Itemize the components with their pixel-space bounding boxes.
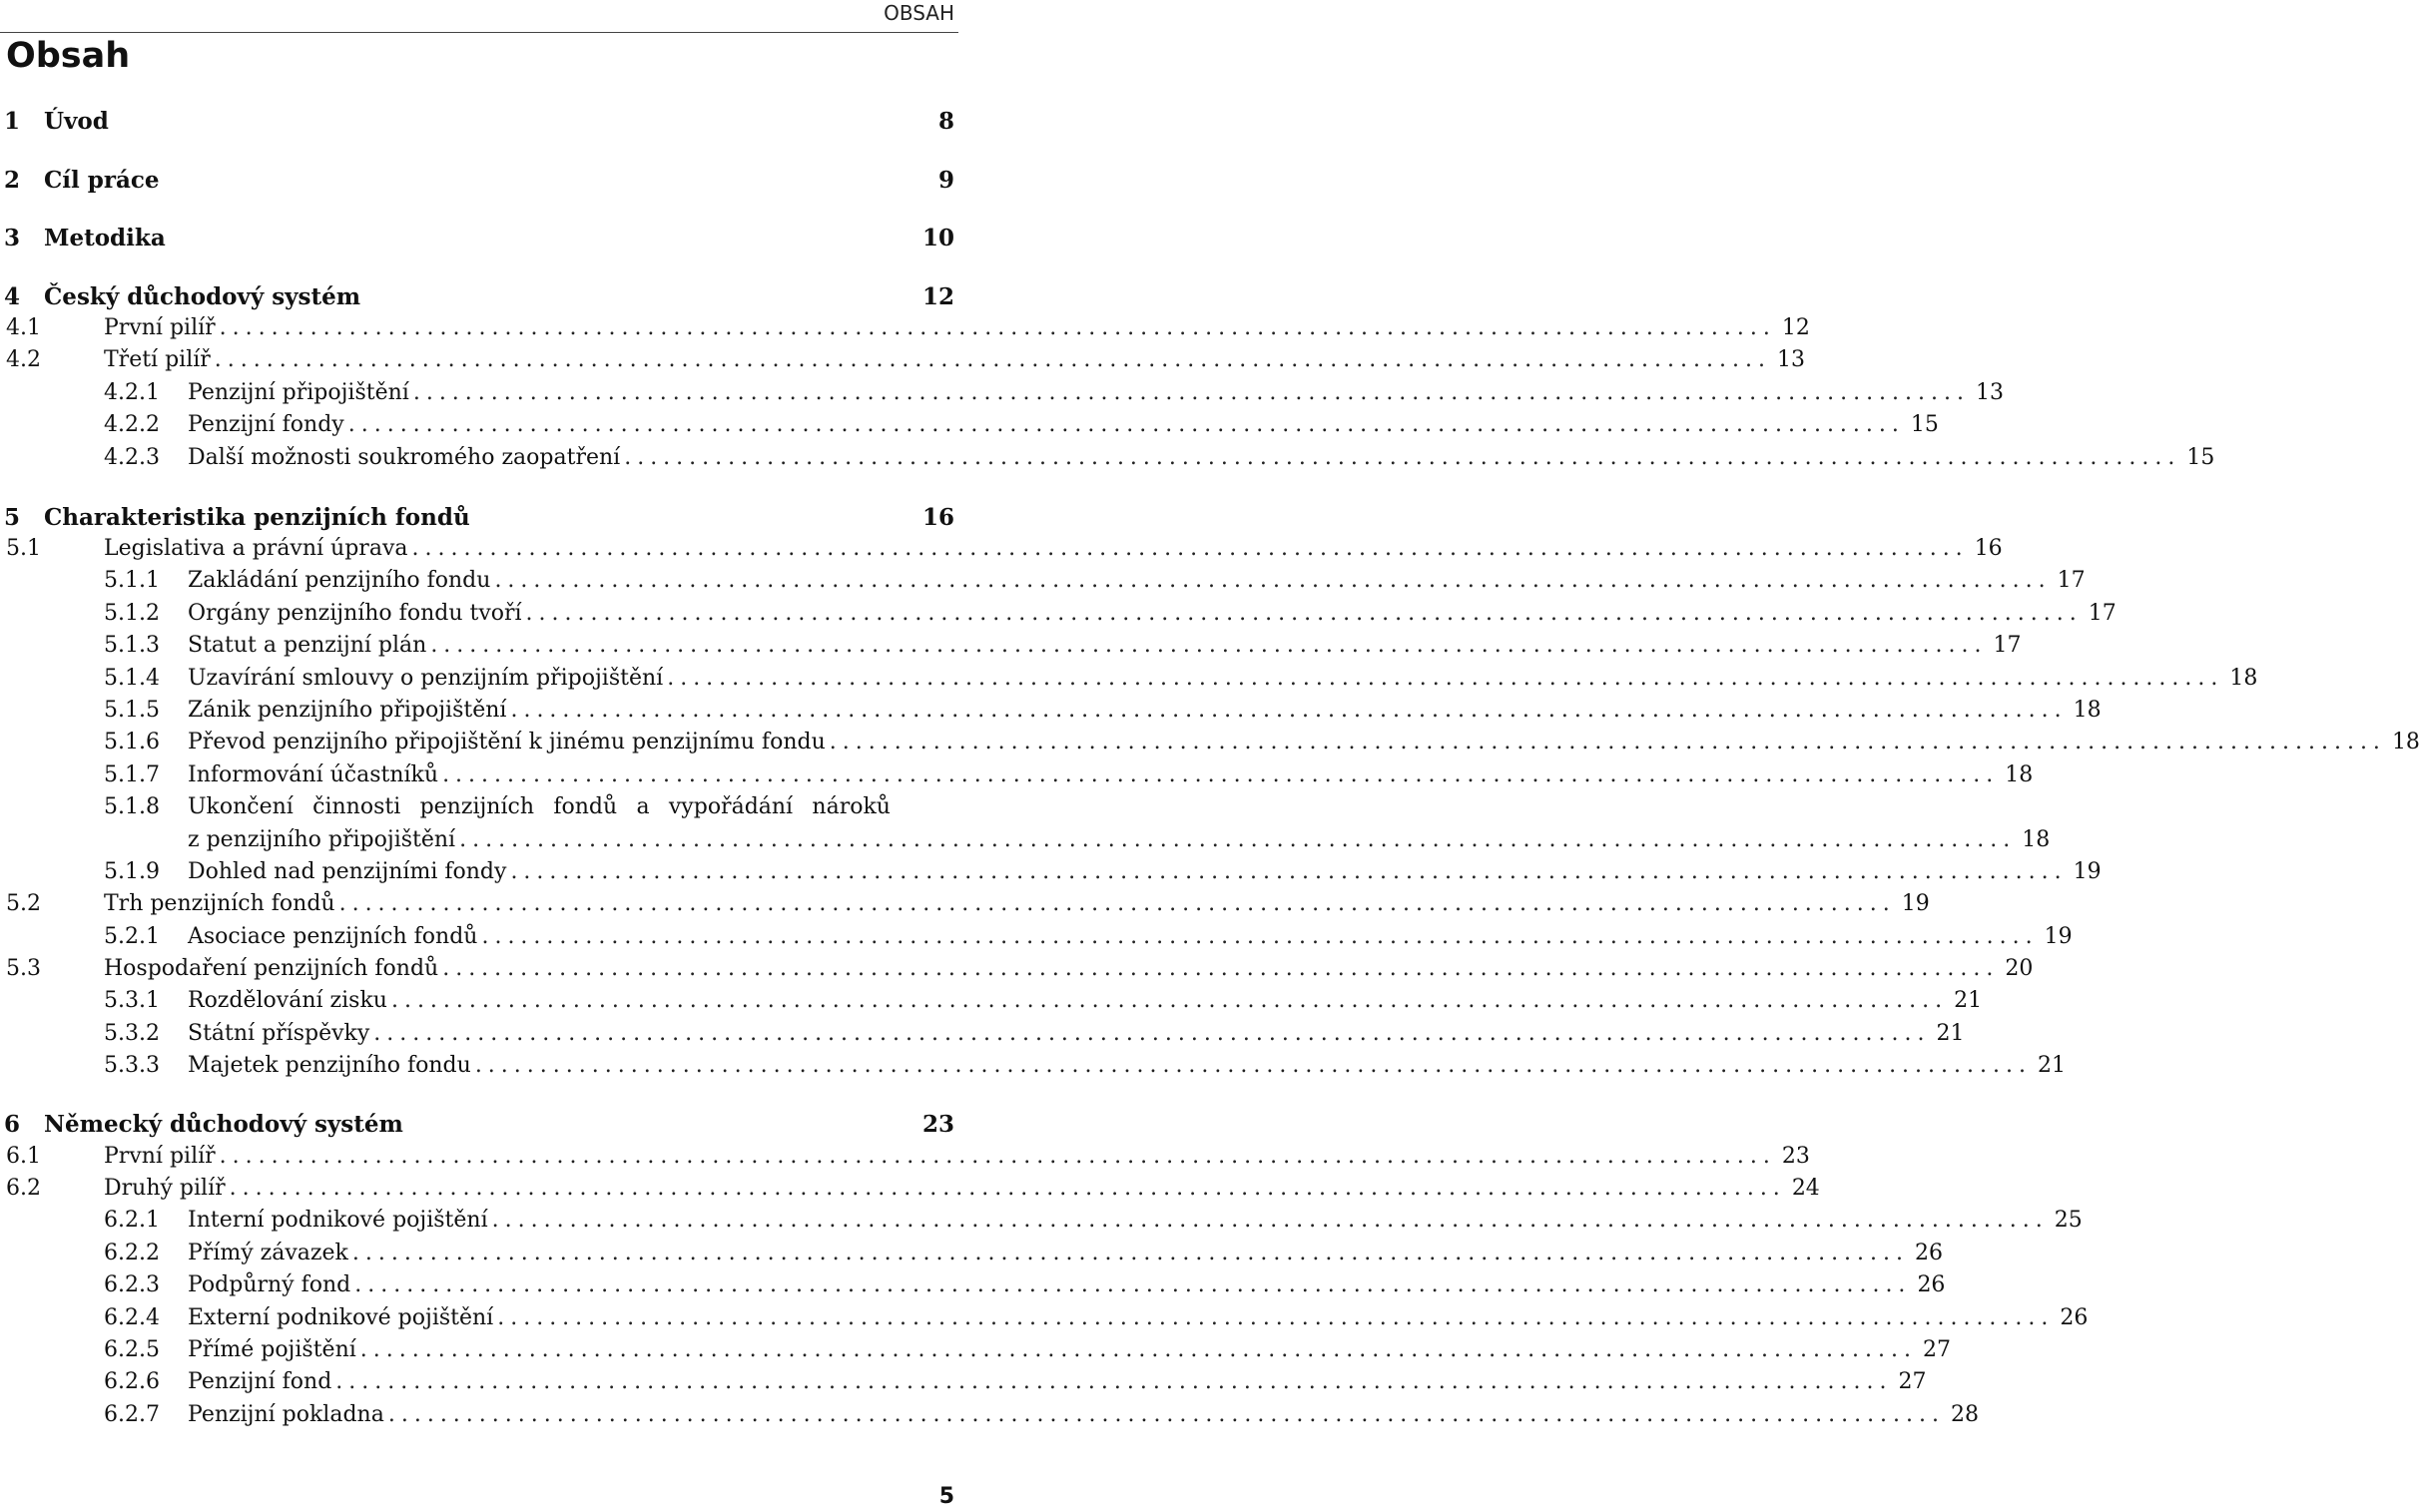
toc-page: 23	[1781, 1144, 1810, 1169]
toc-entry[interactable]	[6, 1176, 1820, 1201]
toc-page: 28	[1951, 1402, 1980, 1427]
toc-page: 17	[1993, 633, 2022, 658]
toc-chapter-4[interactable]	[4, 283, 954, 310]
dot-leader: ........................................................................................................................	[219, 1144, 1776, 1169]
toc-number: 6.2.3	[104, 1272, 160, 1297]
toc-number: 5.1.6	[104, 730, 160, 755]
toc-entry[interactable]	[104, 1369, 1927, 1394]
toc-page: 18	[2005, 762, 2034, 787]
toc-page: 19	[2073, 859, 2102, 884]
toc-page: 19	[1901, 891, 1930, 916]
toc-page: 27	[1898, 1369, 1927, 1394]
toc-title: Legislativa a právní úprava	[104, 536, 408, 561]
toc-entry[interactable]	[104, 1305, 2089, 1330]
toc-title: Orgány penzijního fondu tvoří	[188, 601, 522, 626]
toc-number: 4.2	[6, 347, 41, 372]
toc-page: 16	[921, 504, 954, 531]
toc-page: 20	[2005, 956, 2034, 981]
toc-number: 1	[4, 108, 21, 135]
dot-leader: ........................................................................................................................	[387, 1402, 1946, 1427]
toc-title: Třetí pilíř	[104, 347, 211, 372]
toc-page: 9	[937, 167, 954, 194]
toc-number: 6.2.6	[104, 1369, 160, 1394]
toc-page: 21	[1954, 988, 1983, 1013]
toc-entry[interactable]	[104, 666, 2258, 691]
dot-leader: ........................................................................................................................	[351, 1241, 1910, 1265]
toc-entry[interactable]	[104, 1053, 2066, 1078]
dot-leader: ........................................................................................................................	[491, 1208, 2049, 1233]
toc-title: Informování účastníků	[188, 762, 439, 787]
toc-page: 26	[2060, 1305, 2089, 1330]
toc-number: 4.2.3	[104, 445, 160, 470]
dot-leader: ........................................................................................................................	[624, 445, 2181, 470]
toc-title: Přímý závazek	[188, 1241, 348, 1265]
dot-leader: ........................................................................................................................	[510, 698, 2068, 723]
toc-entry[interactable]	[6, 956, 2034, 981]
toc-title: Trh penzijních fondů	[104, 891, 335, 916]
toc-page: 13	[1776, 347, 1805, 372]
toc-entry[interactable]	[104, 730, 2420, 755]
toc-entry[interactable]	[104, 568, 2086, 593]
toc-entry[interactable]	[104, 762, 2034, 787]
toc-entry[interactable]	[104, 1337, 1951, 1362]
toc-number: 5.3.2	[104, 1021, 160, 1046]
toc-title: Zánik penzijního připojištění	[188, 698, 507, 723]
dot-leader: ........................................................................................................................	[430, 633, 1988, 658]
toc-entry[interactable]	[104, 445, 2215, 470]
toc-title: Cíl práce	[44, 167, 160, 194]
toc-number: 5.1.4	[104, 666, 160, 691]
toc-number: 5.2.1	[104, 924, 160, 949]
toc-number: 6.2.1	[104, 1208, 160, 1233]
dot-leader: ........................................................................................................................	[347, 412, 1905, 437]
toc-page: 12	[921, 283, 954, 310]
dot-leader: ........................................................................................................................	[373, 1021, 1931, 1046]
toc-number: 5.3.3	[104, 1053, 160, 1078]
toc-title: Dohled nad penzijními fondy	[188, 859, 507, 884]
toc-title: Státní příspěvky	[188, 1021, 370, 1046]
toc-entry[interactable]	[104, 380, 2005, 405]
dot-leader: ........................................................................................................................	[338, 891, 1896, 916]
toc-page: 18	[2073, 698, 2102, 723]
toc-page: 18	[2391, 730, 2420, 755]
toc-entry[interactable]	[104, 1021, 1965, 1046]
toc-page: 12	[1781, 315, 1810, 340]
toc-chapter-6[interactable]	[4, 1111, 954, 1138]
dot-leader: ........................................................................................................................	[354, 1272, 1912, 1297]
toc-title: Metodika	[44, 225, 166, 252]
toc-number: 3	[4, 225, 21, 252]
toc-number: 5	[4, 504, 21, 531]
toc-title: Asociace penzijních fondů	[188, 924, 478, 949]
toc-entry[interactable]	[6, 1144, 1810, 1169]
toc-title: Uzavírání smlouvy o penzijním připojištění	[188, 666, 664, 691]
toc-page: 13	[1976, 380, 2005, 405]
dot-leader: ........................................................................................................................	[459, 827, 2017, 852]
toc-title-line-2: z penzijního připojištění	[188, 827, 456, 852]
toc-number: 6.2.4	[104, 1305, 160, 1330]
toc-number: 5.1.1	[104, 568, 160, 593]
toc-page: 16	[1974, 536, 2003, 561]
toc-entry[interactable]	[104, 1272, 1946, 1297]
dot-leader: ........................................................................................................................	[829, 730, 2386, 755]
toc-entry[interactable]	[104, 698, 2102, 723]
toc-page: 21	[2038, 1053, 2066, 1078]
toc-number: 5.3	[6, 956, 41, 981]
dot-leader: ........................................................................................................................	[667, 666, 2224, 691]
toc-number: 6.2.2	[104, 1241, 160, 1265]
toc-entry[interactable]	[104, 859, 2102, 884]
toc-title: Německý důchodový systém	[44, 1111, 403, 1138]
dot-leader: ........................................................................................................................	[481, 924, 2039, 949]
toc-page: 26	[1915, 1241, 1944, 1265]
toc-chapter-1[interactable]	[4, 108, 954, 135]
running-header: OBSAH	[884, 1, 954, 25]
toc-entry[interactable]	[6, 315, 1810, 340]
toc-title: Podpůrný fond	[188, 1272, 351, 1297]
toc-number: 6	[4, 1111, 21, 1138]
dot-leader: ........................................................................................................................	[442, 956, 2000, 981]
dot-leader: ........................................................................................................................	[525, 601, 2083, 626]
toc-title: Hospodaření penzijních fondů	[104, 956, 439, 981]
dot-leader: ........................................................................................................................	[390, 988, 1949, 1013]
toc-number: 4.1	[6, 315, 41, 340]
toc-page: 19	[2044, 924, 2073, 949]
dot-leader: ........................................................................................................................	[411, 536, 1969, 561]
header-rule	[0, 32, 958, 33]
toc-entry[interactable]	[6, 891, 1930, 916]
dot-leader: ........................................................................................................................	[214, 347, 1771, 372]
toc-page: 15	[1910, 412, 1939, 437]
toc-entry[interactable]	[104, 924, 2073, 949]
dot-leader: ........................................................................................................................	[474, 1053, 2032, 1078]
toc-number: 5.1.3	[104, 633, 160, 658]
toc-entry-continuation[interactable]	[104, 827, 2051, 852]
toc-number: 5.1	[6, 536, 41, 561]
toc-entry[interactable]	[104, 988, 1983, 1013]
toc-number: 5.1.8	[104, 794, 160, 819]
toc-title: První pilíř	[104, 1144, 216, 1169]
toc-chapter-3[interactable]	[4, 225, 954, 252]
toc-title: Převod penzijního připojištění k jinému penzijnímu fondu	[188, 730, 826, 755]
toc-page: 8	[937, 108, 954, 135]
toc-page: 24	[1791, 1176, 1820, 1201]
toc-number: 6.1	[6, 1144, 41, 1169]
toc-title: Externí podnikové pojištění	[188, 1305, 494, 1330]
toc-entry[interactable]	[6, 347, 1805, 372]
dot-leader: ........................................................................................................................	[497, 1305, 2055, 1330]
toc-entry[interactable]	[104, 1208, 2083, 1233]
toc-number: 2	[4, 167, 21, 194]
toc-entry[interactable]	[104, 601, 2117, 626]
toc-number: 4	[4, 283, 21, 310]
toc-title-line-1: Ukončení činnosti penzijních fondů a vypořádání nároků	[188, 794, 891, 819]
toc-page: 15	[2186, 445, 2215, 470]
toc-title: Statut a penzijní plán	[188, 633, 427, 658]
dot-leader: ........................................................................................................................	[335, 1369, 1893, 1394]
toc-number: 5.1.7	[104, 762, 160, 787]
dot-leader: ........................................................................................................................	[494, 568, 2052, 593]
toc-chapter-2[interactable]	[4, 167, 954, 194]
toc-title: Interní podnikové pojištění	[188, 1208, 488, 1233]
dot-leader: ........................................................................................................................	[359, 1337, 1917, 1362]
toc-entry[interactable]	[104, 1241, 1944, 1265]
toc-page: 18	[2229, 666, 2258, 691]
dot-leader: ........................................................................................................................	[219, 315, 1776, 340]
toc-entry[interactable]	[6, 536, 2003, 561]
dot-leader: ........................................................................................................................	[442, 762, 2000, 787]
toc-title: Český důchodový systém	[44, 283, 361, 310]
toc-title: Rozdělování zisku	[188, 988, 387, 1013]
toc-entry[interactable]	[104, 1402, 1980, 1427]
toc-number: 6.2.7	[104, 1402, 160, 1427]
page-title: Obsah	[6, 36, 131, 76]
toc-chapter-5[interactable]	[4, 504, 954, 531]
toc-page: 25	[2054, 1208, 2083, 1233]
toc-title: Přímé pojištění	[188, 1337, 356, 1362]
toc-title: První pilíř	[104, 315, 216, 340]
toc-page: 17	[2057, 568, 2086, 593]
toc-title: Další možnosti soukromého zaopatření	[188, 445, 621, 470]
toc-title: Druhý pilíř	[104, 1176, 226, 1201]
toc-number: 6.2.5	[104, 1337, 160, 1362]
toc-page: 17	[2088, 601, 2117, 626]
toc-page: 23	[921, 1111, 954, 1138]
toc-number: 4.2.1	[104, 380, 160, 405]
dot-leader: ........................................................................................................................	[412, 380, 1971, 405]
toc-number: 5.3.1	[104, 988, 160, 1013]
toc-title: Penzijní fondy	[188, 412, 344, 437]
dot-leader: ........................................................................................................................	[510, 859, 2068, 884]
toc-number: 4.2.2	[104, 412, 160, 437]
toc-number: 5.1.9	[104, 859, 160, 884]
toc-title: Penzijní pokladna	[188, 1402, 384, 1427]
toc-page: 27	[1922, 1337, 1951, 1362]
toc-title: Penzijní připojištění	[188, 380, 409, 405]
toc-title: Majetek penzijního fondu	[188, 1053, 471, 1078]
toc-page: 21	[1936, 1021, 1965, 1046]
toc-entry[interactable]	[104, 412, 1939, 437]
toc-title: Penzijní fond	[188, 1369, 332, 1394]
toc-entry[interactable]	[104, 633, 2022, 658]
toc-title: Úvod	[44, 108, 109, 135]
toc-number: 5.1.5	[104, 698, 160, 723]
toc-title: Zakládání penzijního fondu	[188, 568, 491, 593]
toc-number: 5.2	[6, 891, 41, 916]
toc-page: 18	[2022, 827, 2051, 852]
toc-number: 5.1.2	[104, 601, 160, 626]
toc-page: 26	[1917, 1272, 1946, 1297]
toc-number: 6.2	[6, 1176, 41, 1201]
toc-page: 10	[921, 225, 954, 252]
dot-leader: ........................................................................................................................	[229, 1176, 1786, 1201]
page-number: 5	[938, 1484, 954, 1509]
toc-title: Charakteristika penzijních fondů	[44, 504, 470, 531]
